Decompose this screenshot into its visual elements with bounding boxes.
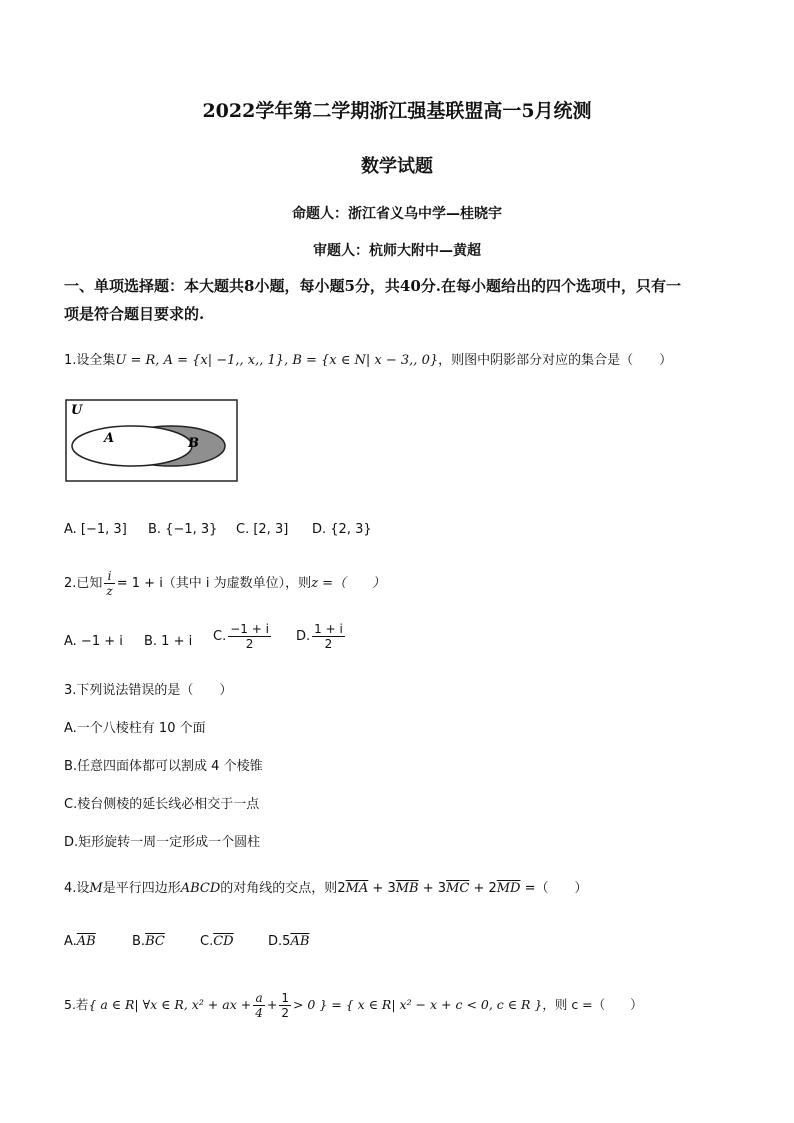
q2-frac-den: z <box>106 584 113 598</box>
q4-option-d-label: D. <box>268 934 283 949</box>
question-3: 3.下列说法错误的是（ ） <box>64 683 233 698</box>
q1-prefix: 1.设全集 <box>64 353 116 368</box>
section-heading-line2: 项是符合题目要求的. <box>64 305 205 323</box>
q4-coef-3: + 3 <box>418 881 447 896</box>
venn-set-a <box>72 426 192 466</box>
q5-right-set: { x ∈ R| x² − x + c < 0, c ∈ R } <box>345 997 543 1012</box>
question-2 <box>64 569 385 598</box>
section-heading-line1: 一、单项选择题：本大题共8小题，每小题5分，共40分.在每小题给出的四个选项中，只有一 <box>64 277 681 295</box>
q4-option-a-vector: $\overline{AB}$ <box>76 934 96 949</box>
q2-option-d-den: 2 <box>324 637 333 651</box>
q2-option-c-frac <box>228 622 271 651</box>
q5-left-set-b: > 0 } <box>292 997 328 1012</box>
question-1 <box>64 349 672 368</box>
q4-option-b-vector: $\overline{BC}$ <box>145 934 165 949</box>
exam-title: 2022学年第二学期浙江强基联盟高一5月统测 <box>202 100 592 122</box>
q4-option-c-vector: $\overline{CD}$ <box>213 934 234 949</box>
q2-option-c-label: C. <box>213 629 227 644</box>
q1-option-c: C. [2, 3] <box>236 522 289 537</box>
q5-frac1-den: 4 <box>255 1006 263 1020</box>
q4-prefix: 4.设 <box>64 881 90 896</box>
venn-label-u: U <box>71 403 83 418</box>
q2-prefix: 2.已知 <box>64 576 103 591</box>
q4-point-m: M <box>89 881 103 896</box>
q2-fraction <box>104 569 114 598</box>
q2-option-c-den: 2 <box>245 637 254 651</box>
q2-option-c <box>213 622 273 651</box>
q5-frac1-num: a <box>253 991 265 1006</box>
q2-z: z =（ ） <box>311 576 386 591</box>
q5-frac2-den: 2 <box>281 1006 289 1020</box>
q4-option-a <box>64 934 96 949</box>
q4-vector-mb: $\overline{MB}$ <box>395 881 419 896</box>
venn-diagram <box>64 398 240 484</box>
q3-option-a: A.一个八棱柱有 10 个面 <box>64 721 206 736</box>
q5-frac-1 <box>253 991 265 1020</box>
venn-label-a: A <box>104 431 115 446</box>
q5-equals: = <box>331 997 342 1012</box>
q3-option-c: C.棱台侧棱的延长线必相交于一点 <box>64 797 260 812</box>
q4-coef-1: 2 <box>337 881 346 896</box>
q4-option-b <box>132 934 165 949</box>
q4-vector-mc: $\overline{MC}$ <box>446 881 470 896</box>
q3-option-b: B.任意四面体都可以割成 4 个棱锥 <box>64 759 263 774</box>
q4-option-c <box>200 934 234 949</box>
subject-title: 数学试题 <box>361 156 433 177</box>
q2-option-d-num: 1 + i <box>314 622 343 636</box>
q5-frac2-num: 1 <box>281 991 289 1005</box>
q5-suffix: ，则 c =（ ） <box>542 997 643 1012</box>
q1-option-b: B. {−1, 3} <box>148 522 218 537</box>
q2-mid: = 1 + i（其中 i 为虚数单位），则 <box>116 576 312 591</box>
question-5 <box>64 991 643 1020</box>
q2-frac-num: i <box>104 569 114 584</box>
q5-prefix: 5.若 <box>64 997 89 1012</box>
reviewer-line: 审题人：杭师大附中—黄超 <box>313 243 481 259</box>
q4-option-b-label: B. <box>132 934 146 949</box>
q3-option-d: D.矩形旋转一周一定形成一个圆柱 <box>64 835 261 850</box>
q4-vector-md: $\overline{MD}$ <box>496 881 521 896</box>
q2-option-a: A. −1 + i <box>64 634 123 649</box>
author-line: 命题人：浙江省义乌中学—桂晓宇 <box>292 206 502 222</box>
q4-mid2: 的对角线的交点，则 <box>220 881 338 896</box>
q4-option-d-coef: 5 <box>282 934 291 949</box>
q4-coef-4: + 2 <box>469 881 497 896</box>
q4-vector-ma: $\overline{MA}$ <box>345 881 369 896</box>
q5-left-set-a: { a ∈ R| ∀x ∈ R, x² + ax + <box>88 997 252 1012</box>
q2-option-d-frac <box>312 622 345 651</box>
question-4 <box>64 877 588 896</box>
q2-option-d <box>296 622 347 651</box>
q2-option-c-num: −1 + i <box>230 622 269 636</box>
q2-option-d-label: D. <box>296 629 311 644</box>
q4-option-d-vector: $\overline{AB}$ <box>290 934 310 949</box>
q1-option-d: D. {2, 3} <box>312 522 372 537</box>
q5-plus: + <box>266 997 278 1012</box>
q4-option-d <box>268 934 309 949</box>
section-heading <box>64 272 681 328</box>
q4-coef-2: + 3 <box>368 881 396 896</box>
q1-math: U = R, A = {x| −1,, x,, 1}, B = {x ∈ N| x − 3,, 0} <box>115 353 439 368</box>
q4-mid: 是平行四边形 <box>102 881 181 896</box>
venn-label-b: B <box>188 436 199 451</box>
q1-option-a: A. [−1, 3] <box>64 522 127 537</box>
q4-option-c-label: C. <box>200 934 214 949</box>
q4-option-a-label: A. <box>64 934 77 949</box>
q1-suffix: ，则图中阴影部分对应的集合是（ ） <box>438 353 673 368</box>
q4-suffix: =（ ） <box>520 881 588 896</box>
q2-option-b: B. 1 + i <box>144 634 193 649</box>
q4-abcd: ABCD <box>180 881 221 896</box>
q5-frac-2 <box>279 991 291 1020</box>
